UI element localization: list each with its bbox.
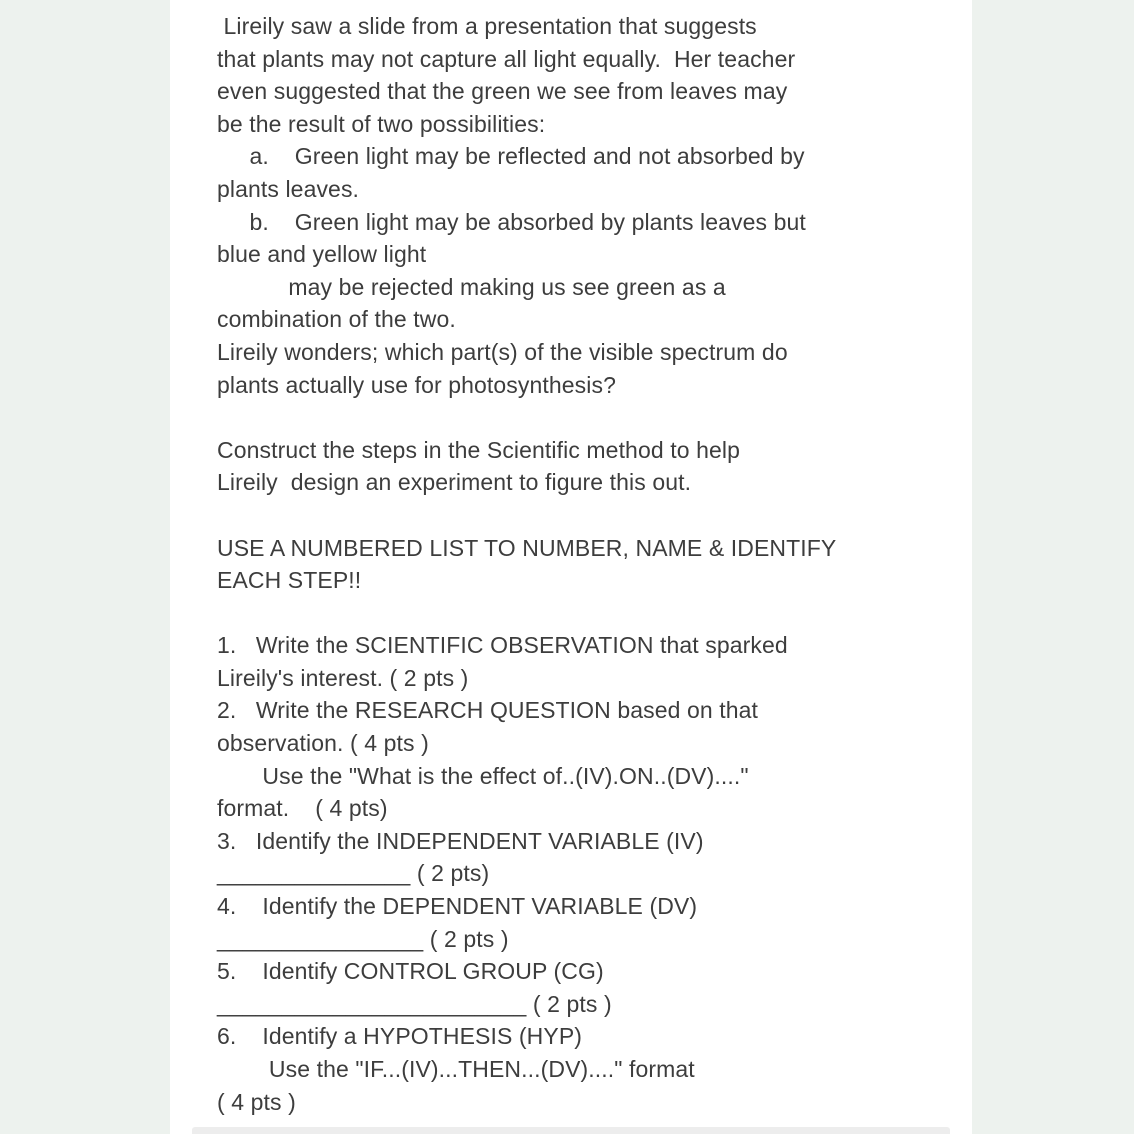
document-body: [170, 0, 972, 1118]
text-line: 1. Write the SCIENTIFIC OBSERVATION that sparked: [217, 632, 788, 659]
text-line: format. ( 4 pts): [217, 795, 388, 822]
text-line: 4. Identify the DEPENDENT VARIABLE (DV): [217, 893, 698, 920]
bottom-divider: [192, 1127, 950, 1134]
text-line: blue and yellow light: [217, 241, 427, 268]
text-line: plants actually use for photosynthesis?: [217, 371, 616, 398]
text-line: Lireily saw a slide from a presentation that suggests: [217, 13, 757, 39]
text-line: Lireily wonders; which part(s) of the visible spectrum do: [217, 338, 788, 365]
text-line: 3. Identify the INDEPENDENT VARIABLE (IV): [217, 827, 704, 854]
text-line: [217, 401, 934, 434]
text-line: [217, 499, 934, 532]
text-line: Use the "IF...(IV)...THEN...(DV)...." format: [217, 1056, 695, 1082]
text-line: may be rejected making us see green as a: [217, 273, 726, 300]
text-line: Construct the steps in the Scientific method to help: [217, 436, 740, 463]
text-line: [217, 597, 934, 630]
text-line: b. Green light may be absorbed by plants leaves but: [217, 208, 806, 235]
text-line: _______________ ( 2 pts): [217, 860, 490, 887]
text-line: be the result of two possibilities:: [217, 110, 546, 137]
text-line: 5. Identify CONTROL GROUP (CG): [217, 958, 604, 985]
text-line: ( 4 pts ): [217, 1088, 296, 1115]
text-line: Lireily design an experiment to figure this out.: [217, 469, 692, 496]
text-line: plants leaves.: [217, 175, 360, 202]
text-line: even suggested that the green we see from leaves may: [217, 78, 788, 105]
document-card: [170, 0, 972, 1134]
text-line: that plants may not capture all light equally. Her teacher: [217, 45, 796, 72]
text-line: Lireily's interest. ( 2 pts ): [217, 664, 469, 691]
text-line: USE A NUMBERED LIST TO NUMBER, NAME & IDENTIFY: [217, 534, 837, 561]
text-line: Use the "What is the effect of..(IV).ON..(DV)....": [217, 762, 749, 789]
text-line: ________________ ( 2 pts ): [217, 925, 509, 952]
text-line: observation. ( 4 pts ): [217, 730, 429, 757]
text-line: EACH STEP!!: [217, 567, 362, 594]
text-line: ________________________ ( 2 pts ): [217, 990, 612, 1017]
text-line: combination of the two.: [217, 306, 456, 333]
text-line: 6. Identify a HYPOTHESIS (HYP): [217, 1023, 583, 1050]
text-line: a. Green light may be reflected and not absorbed by: [217, 143, 805, 170]
text-line: 2. Write the RESEARCH QUESTION based on that: [217, 697, 759, 724]
